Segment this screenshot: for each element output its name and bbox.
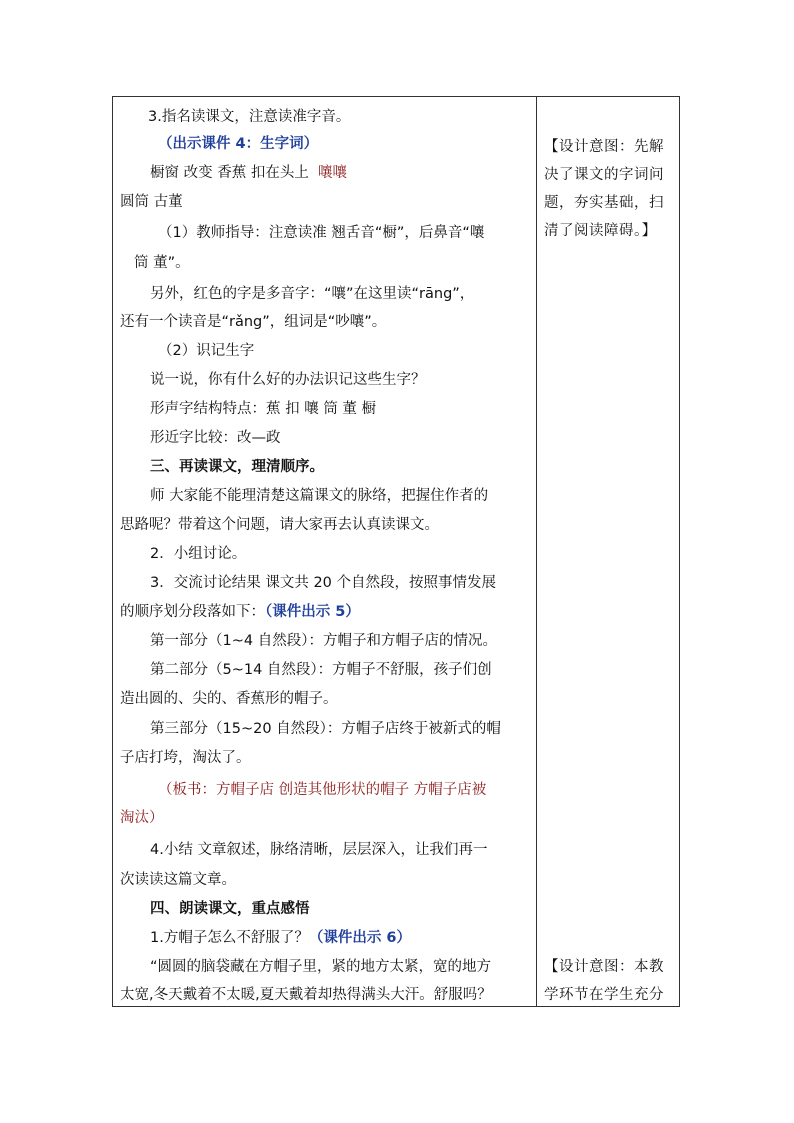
text-line: （2）识记生字 bbox=[158, 343, 255, 359]
design-note-line: 决了课文的字词问 bbox=[544, 167, 664, 183]
text-line: （1）教师指导：注意读准 翘舌音“橱”，后鼻音“嚷 bbox=[158, 225, 485, 241]
text-line: 4.小结 文章叙述，脉络清晰，层层深入，让我们再一 bbox=[150, 842, 488, 858]
courseware-label: （课件出示 5） bbox=[265, 604, 360, 620]
text-line: 子店打垮，淘汰了。 bbox=[120, 750, 251, 766]
section-heading: 四、朗读课文，重点感悟 bbox=[150, 901, 310, 917]
text-line: 3．交流讨论结果 课文共 20 个自然段，按照事情发展 bbox=[150, 575, 497, 591]
lesson-plan-table bbox=[112, 96, 680, 1007]
section-heading: 三、再读课文，理清顺序。 bbox=[150, 459, 324, 475]
text-line: 造出圆的、尖的、香蕉形的帽子。 bbox=[120, 691, 338, 707]
design-note-line: 题，夯实基础，扫 bbox=[544, 195, 664, 211]
vocab-line: 橱窗 改变 香蕉 扣在头上 嚷嚷 bbox=[150, 165, 348, 181]
text-line: 1.方帽子怎么不舒服了？（课件出示 6） bbox=[150, 930, 411, 946]
polyphone-word: 嚷嚷 bbox=[318, 165, 348, 181]
text-line: 第一部分（1~4 自然段）：方帽子和方帽子店的情况。 bbox=[150, 633, 497, 649]
text-line: 第三部分（15~20 自然段）：方帽子店终于被新式的帽 bbox=[150, 721, 501, 737]
courseware-heading: （出示课件 4：生字词） bbox=[158, 136, 319, 152]
design-note-line: 学环节在学生充分 bbox=[544, 987, 664, 1003]
text-line: 筒 董”。 bbox=[134, 255, 190, 271]
design-note-line: 【设计意图：本教 bbox=[544, 959, 664, 975]
design-note-line: 【设计意图：先解 bbox=[544, 139, 664, 155]
text-line: 次读读这篇文章。 bbox=[120, 872, 236, 888]
text-line: 另外，红色的字是多音字：“嚷”在这里读“rāng”， bbox=[150, 286, 475, 302]
vocab-line: 圆筒 古董 bbox=[120, 194, 183, 210]
text-line: 第二部分（5~14 自然段）：方帽子不舒服，孩子们创 bbox=[150, 662, 492, 678]
text-line: 的顺序划分段落如下：（课件出示 5） bbox=[120, 604, 360, 620]
blackboard-note: 淘汰） bbox=[120, 810, 164, 826]
courseware-label: （课件出示 6） bbox=[308, 930, 411, 946]
text-line: 思路呢？带着这个问题，请大家再去认真读课文。 bbox=[120, 517, 439, 533]
text-line: 还有一个读音是“rǎng”，组词是“吵嚷”。 bbox=[120, 314, 387, 330]
text-line: 2．小组讨论。 bbox=[150, 546, 247, 562]
text-line: 说一说，你有什么好的办法识记这些生字？ bbox=[150, 372, 426, 388]
blackboard-note: （板书：方帽子店 创造其他形状的帽子 方帽子店被 bbox=[158, 782, 487, 798]
text-line: 形声字结构特点：蕉 扣 嚷 筒 董 橱 bbox=[150, 401, 377, 417]
text-line: 3.指名读课文，注意读准字音。 bbox=[148, 109, 351, 125]
text-line: 师 大家能不能理清楚这篇课文的脉络，把握住作者的 bbox=[150, 488, 489, 504]
text-line: 形近字比较：改—政 bbox=[150, 430, 281, 446]
column-divider bbox=[536, 97, 537, 1006]
text-line: “圆圆的脑袋藏在方帽子里，紧的地方太紧，宽的地方 bbox=[150, 959, 492, 975]
design-note-line: 清了阅读障碍。】 bbox=[544, 223, 657, 239]
text-line: 太宽,冬天戴着不太暖,夏天戴着却热得满头大汗。舒服吗？ bbox=[120, 987, 492, 1003]
